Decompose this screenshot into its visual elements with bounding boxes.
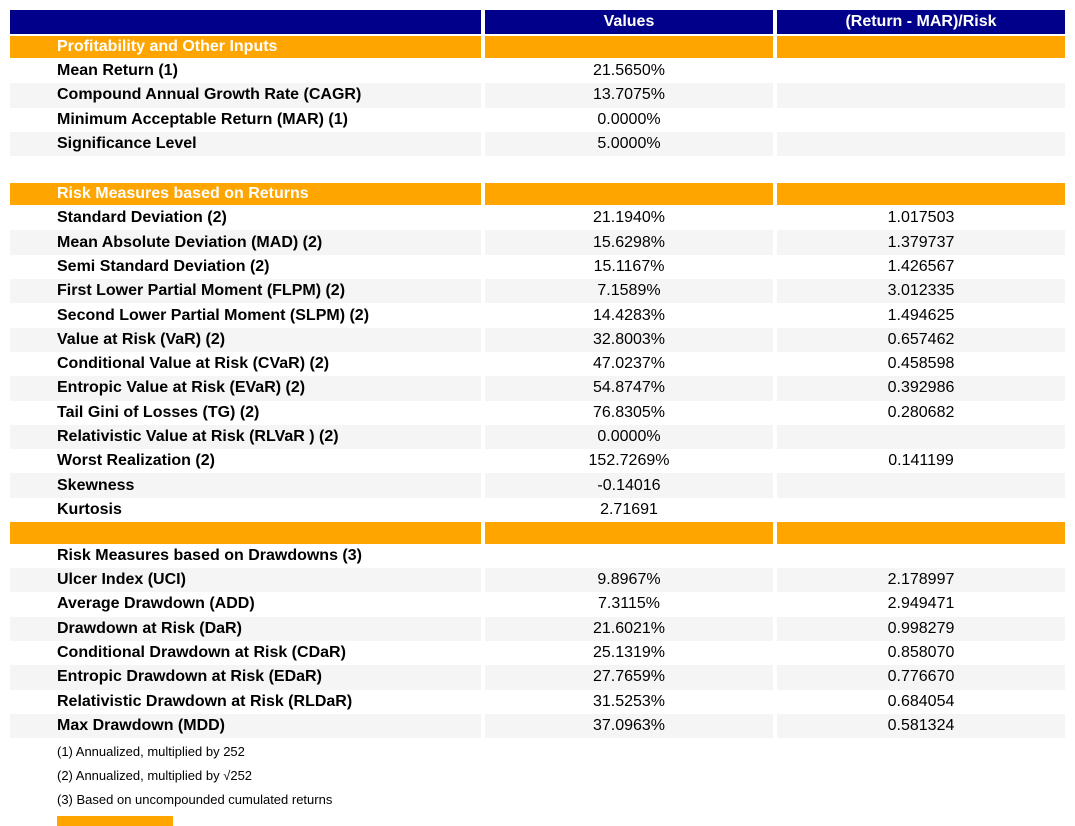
column-header-return-mar-risk: (Return - MAR)/Risk	[777, 10, 1065, 34]
table-row	[10, 568, 1065, 592]
risk-cell: 0.657462	[777, 328, 1065, 352]
risk-cell: 0.458598	[887, 355, 955, 373]
table-row	[10, 714, 1065, 738]
column-header-values: Values	[485, 10, 773, 34]
risk-cell: 0.858070	[887, 644, 955, 662]
value-cell: 152.7269%	[588, 452, 670, 470]
table-row	[10, 665, 1065, 689]
column-header-empty	[10, 10, 481, 34]
section-header-row	[10, 36, 1065, 58]
risk-cell	[777, 108, 1065, 132]
risk-cell	[777, 59, 1065, 83]
row-label: Entropic Value at Risk (EVaR) (2)	[10, 376, 481, 400]
footnote-1: (1) Annualized, multiplied by 252	[57, 744, 245, 760]
risk-cell: 1.379737	[777, 230, 1065, 254]
risk-cell: 0.998279	[777, 617, 1065, 641]
table-row	[10, 498, 1065, 522]
value-cell: 7.1589%	[485, 279, 773, 303]
row-label: Significance Level	[10, 132, 481, 156]
section-values-cell	[485, 545, 773, 567]
risk-cell	[777, 425, 1065, 449]
table-row	[10, 230, 1065, 254]
row-label: Worst Realization (2)	[57, 452, 215, 470]
value-cell: 31.5253%	[592, 692, 666, 710]
table-row	[10, 132, 1065, 156]
row-label: Semi Standard Deviation (2)	[57, 257, 270, 275]
value-cell: 76.8305%	[592, 403, 666, 421]
risk-cell: 3.012335	[777, 279, 1065, 303]
table-body	[10, 10, 1065, 738]
section-risk-cell	[777, 36, 1065, 58]
section-values-cell	[485, 36, 773, 58]
value-cell: 21.5650%	[592, 62, 666, 80]
section-risk-cell	[777, 545, 1065, 567]
section-spacer	[10, 156, 1065, 183]
row-label: Kurtosis	[57, 500, 122, 518]
value-cell: 21.6021%	[485, 617, 773, 641]
table-row	[10, 473, 1065, 497]
section-header-row	[10, 545, 1065, 567]
table-row	[10, 279, 1065, 303]
column-header-row	[10, 10, 1065, 34]
value-cell: 9.8967%	[485, 568, 773, 592]
risk-cell: 1.017503	[887, 209, 955, 227]
table-row	[10, 617, 1065, 641]
risk-cell: 2.949471	[887, 595, 955, 613]
row-label: Value at Risk (VaR) (2)	[10, 328, 481, 352]
row-label: Mean Absolute Deviation (MAD) (2)	[10, 230, 481, 254]
table-row	[10, 401, 1065, 425]
row-label: Skewness	[10, 473, 481, 497]
row-label: Minimum Acceptable Return (MAR) (1)	[57, 110, 348, 128]
value-cell: 27.7659%	[485, 665, 773, 689]
section-risk-cell	[777, 183, 1065, 205]
risk-cell: 0.684054	[887, 692, 955, 710]
table-row	[10, 592, 1065, 616]
table-row	[10, 255, 1065, 279]
table-row	[10, 59, 1065, 83]
risk-cell	[777, 498, 1065, 522]
row-label: Compound Annual Growth Rate (CAGR)	[10, 83, 481, 107]
risk-cell	[777, 473, 1065, 497]
table-row	[10, 352, 1065, 376]
risk-cell	[777, 83, 1065, 107]
row-label: Tail Gini of Losses (TG) (2)	[57, 403, 260, 421]
risk-cell: 1.494625	[887, 306, 955, 324]
value-cell: 15.1167%	[593, 257, 665, 275]
section-title	[10, 522, 481, 544]
value-cell: -0.14016	[485, 473, 773, 497]
risk-cell: 2.178997	[777, 568, 1065, 592]
footnote-2: (2) Annualized, multiplied by √252	[57, 768, 253, 784]
table-row	[10, 303, 1065, 327]
value-cell: 7.3115%	[598, 595, 660, 613]
table-row	[10, 328, 1065, 352]
value-cell: 15.6298%	[485, 230, 773, 254]
value-cell: 0.0000%	[485, 425, 773, 449]
value-cell: 5.0000%	[485, 132, 773, 156]
row-label: Relativistic Drawdown at Risk (RLDaR)	[57, 692, 353, 710]
value-cell: 37.0963%	[485, 714, 773, 738]
row-label: Conditional Value at Risk (CVaR) (2)	[57, 355, 330, 373]
row-label: Second Lower Partial Moment (SLPM) (2)	[57, 306, 370, 324]
row-label: Standard Deviation (2)	[57, 209, 227, 227]
section-title: Risk Measures based on Returns	[10, 183, 481, 205]
risk-report-table	[10, 10, 1065, 826]
value-cell: 13.7075%	[485, 83, 773, 107]
row-label: Relativistic Value at Risk (RLVaR ) (2)	[10, 425, 481, 449]
table-row	[10, 108, 1065, 132]
footnotes	[57, 744, 1065, 808]
section-values-cell	[485, 522, 773, 544]
row-label: Ulcer Index (UCI)	[10, 568, 481, 592]
value-cell: 47.0237%	[592, 355, 666, 373]
risk-cell: 0.392986	[777, 376, 1065, 400]
row-label: Conditional Drawdown at Risk (CDaR)	[57, 644, 346, 662]
risk-cell	[777, 132, 1065, 156]
section-header-row	[10, 183, 1065, 205]
row-label: Average Drawdown (ADD)	[57, 595, 255, 613]
table-row	[10, 425, 1065, 449]
section-title: Risk Measures based on Drawdowns (3)	[10, 545, 481, 567]
table-row	[10, 83, 1065, 107]
table-row	[10, 206, 1065, 230]
value-cell: 21.1940%	[592, 209, 666, 227]
value-cell: 2.71691	[600, 500, 658, 518]
value-cell: 54.8747%	[485, 376, 773, 400]
risk-cell: 0.776670	[777, 665, 1065, 689]
footnote-3: (3) Based on uncompounded cumulated returns	[57, 792, 333, 808]
value-cell: 32.8003%	[485, 328, 773, 352]
table-row	[10, 690, 1065, 714]
row-label: Mean Return (1)	[57, 62, 178, 80]
value-cell: 14.4283%	[592, 306, 666, 324]
section-risk-cell	[777, 522, 1065, 544]
table-row	[10, 376, 1065, 400]
risk-cell: 0.581324	[777, 714, 1065, 738]
table-row	[10, 641, 1065, 665]
row-label: Max Drawdown (MDD)	[10, 714, 481, 738]
value-cell: 0.0000%	[597, 110, 661, 128]
row-label: Drawdown at Risk (DaR)	[10, 617, 481, 641]
section-values-cell	[485, 183, 773, 205]
risk-cell: 0.141199	[888, 452, 954, 470]
risk-cell: 0.280682	[887, 403, 955, 421]
section-header-row	[10, 522, 1065, 544]
value-cell: 25.1319%	[592, 644, 666, 662]
section-title: Profitability and Other Inputs	[10, 36, 481, 58]
risk-cell: 1.426567	[887, 257, 955, 275]
row-label: First Lower Partial Moment (FLPM) (2)	[10, 279, 481, 303]
row-label: Entropic Drawdown at Risk (EDaR)	[10, 665, 481, 689]
table-row	[10, 449, 1065, 473]
